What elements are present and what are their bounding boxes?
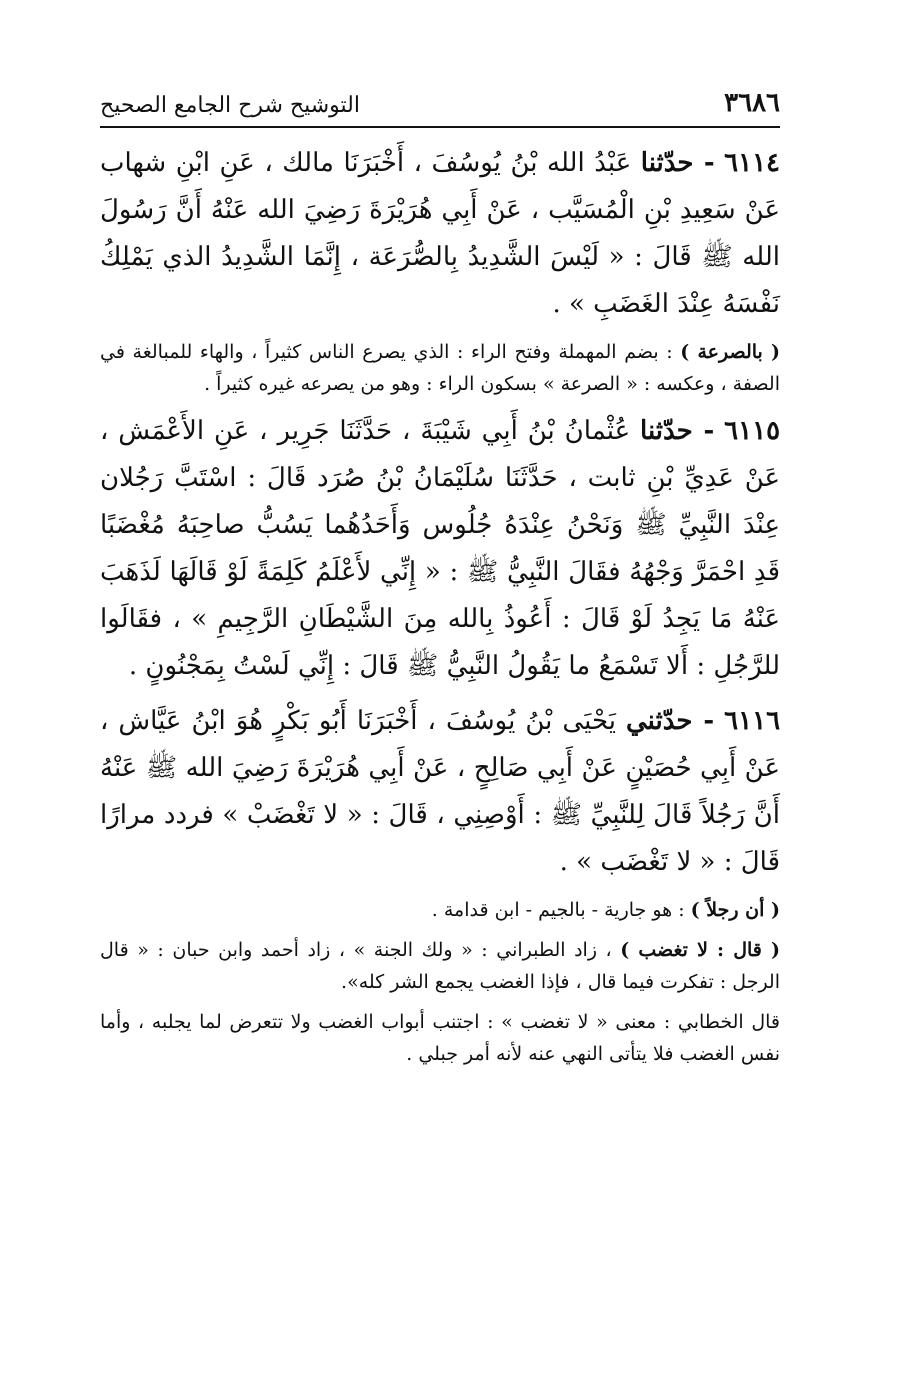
hadith-text: عَبْدُ الله بْنُ يُوسُفَ ، أَخْبَرَنَا مالك ، عَنِ ابْنِ شهاب عَنْ سَعِيدِ بْنِ الْمُسَيَّب ، عَنْ أَبِي هُرَيْرَةَ رَضِيَ الله عَنْهُ أَنَّ رَسُولَ الله ﷺ قَالَ : « لَيْسَ الشَّدِيدُ بِالصُّرَعَة ، إِنَّمَا الشَّدِيدُ الذي يَمْلِكُ نَفْسَهُ عِنْدَ الغَضَبِ » . bbox=[100, 148, 780, 319]
commentary-lemma: ( أن رجلاً ) bbox=[690, 899, 780, 921]
page-header bbox=[100, 78, 780, 118]
hadith-intro: حدّثني bbox=[626, 706, 693, 736]
hadith-6116: ٦١١٦ - حدّثني يَحْيَى بْنُ يُوسُفَ ، أَخْبَرَنَا أَبُو بَكْرٍ هُوَ ابْنُ عَيَّاش ، عَنْ أَبِي حُصَيْنٍ عَنْ أَبِي صَالِحٍ ، عَنْ أَبِي هُرَيْرَةَ رَضِيَ الله ﷺ عَنْهُ أَنَّ رَجُلاً قَالَ لِلنَّبِيِّ ﷺ : أَوْصِنِي ، قَالَ : « لا تَغْضَبْ » فردد مرارًا قَالَ : « لا تَغْضَب » . bbox=[100, 706, 781, 877]
hadith-6115: ٦١١٥ - حدّثنا عُثْمانُ بْنُ أَبِي شَيْبَةَ ، حَدَّثَنَا جَرِير ، عَنِ الأَعْمَش ، عَنْ عَدِيِّ بْنِ ثابت ، حَدَّثَنَا سُلَيْمَانُ بْنُ صُرَد قَالَ : اسْتَبَّ رَجُلان عِنْدَ النَّبِيِّ ﷺ وَنَحْنُ عِنْدَهُ جُلُوس وَأَحَدُهُما يَسُبُّ صاحِبَهُ مُغْضَبًا قَدِ احْمَرَّ وَجْهُهُ فقَالَ النَّبِيُّ ﷺ : « إِنِّي لأَعْلَمُ كَلِمَةً لَوْ قَالَهَا لَذَهَبَ عَنْهُ مَا يَجِدُ لَوْ قَالَ : أَعُوذُ بِالله مِنَ الشَّيْطَانِ الرَّجِيمِ » ، فقَالَوا للرَّجُلِ : أَلا تَسْمَعُ ما يَقُولُ النَّبِيُّ ﷺ قَالَ : إِنِّي لَسْتُ بِمَجْنُونٍ . bbox=[100, 416, 781, 681]
page-body bbox=[100, 140, 780, 1078]
commentary-6116-a bbox=[100, 894, 780, 926]
running-title: التوشيح شرح الجامع الصحيح bbox=[100, 93, 360, 118]
commentary-6116-c bbox=[100, 1006, 780, 1070]
hadith-intro: حدّثنا bbox=[640, 416, 693, 446]
commentary-lemma: ( بالصرعة ) bbox=[680, 341, 781, 363]
hadith-intro: حدّثنا bbox=[640, 148, 694, 178]
commentary-6116-b bbox=[100, 934, 780, 998]
commentary-6114 bbox=[100, 336, 780, 400]
commentary-text: : هو جارية - بالجيم - ابن قدامة . bbox=[431, 899, 685, 921]
commentary-text: : بضم المهملة وفتح الراء : الذي يصرع الناس كثيراً ، والهاء للمبالغة في الصفة ، وعكسه : « الصرعة » بسكون الراء : وهو من يصرعه غيره كثيراً . bbox=[100, 341, 780, 395]
hadith-number: ٦١١٥ bbox=[724, 416, 781, 446]
hadith-6114: ٦١١٤ - حدّثنا عَبْدُ الله بْنُ يُوسُفَ ، أَخْبَرَنَا مالك ، عَنِ ابْنِ شهاب عَنْ سَعِيدِ بْنِ الْمُسَيَّب ، عَنْ أَبِي هُرَيْرَةَ رَضِيَ الله عَنْهُ أَنَّ رَسُولَ الله ﷺ قَالَ : « لَيْسَ الشَّدِيدُ بِالصُّرَعَة ، إِنَّمَا الشَّدِيدُ الذي يَمْلِكُ نَفْسَهُ عِنْدَ الغَضَبِ » . bbox=[100, 148, 780, 319]
commentary-text: قال الخطابي : معنى « لا تغضب » : اجتنب أبواب الغضب ولا تتعرض لما يجلبه ، وأما نفس الغضب فلا يتأتى النهي عنه لأنه أمر جبلي . bbox=[100, 1011, 780, 1065]
hadith-text: عُثْمانُ بْنُ أَبِي شَيْبَةَ ، حَدَّثَنَا جَرِير ، عَنِ الأَعْمَش ، عَنْ عَدِيِّ بْنِ ثابت ، حَدَّثَنَا سُلَيْمَانُ بْنُ صُرَد قَالَ : اسْتَبَّ رَجُلان عِنْدَ النَّبِيِّ ﷺ وَنَحْنُ عِنْدَهُ جُلُوس وَأَحَدُهُما يَسُبُّ صاحِبَهُ مُغْضَبًا قَدِ احْمَرَّ وَجْهُهُ فقَالَ النَّبِيُّ ﷺ : « إِنِّي لأَعْلَمُ كَلِمَةً لَوْ قَالَهَا لَذَهَبَ عَنْهُ مَا يَجِدُ لَوْ قَالَ : أَعُوذُ بِالله مِنَ الشَّيْطَانِ الرَّجِيمِ » ، فقَالَوا للرَّجُلِ : أَلا تَسْمَعُ ما يَقُولُ النَّبِيُّ ﷺ قَالَ : إِنِّي لَسْتُ بِمَجْنُونٍ . bbox=[100, 416, 780, 681]
commentary-text: ، زاد الطبراني : « ولك الجنة » ، زاد أحمد وابن حبان : « قال الرجل : تفكرت فيما قال ، فإذا الغضب يجمع الشر كله». bbox=[100, 939, 780, 993]
page-number: ٣٦٨٦ bbox=[724, 88, 780, 118]
hadith-text: يَحْيَى بْنُ يُوسُفَ ، أَخْبَرَنَا أَبُو بَكْرٍ هُوَ ابْنُ عَيَّاش ، عَنْ أَبِي حُصَيْنٍ عَنْ أَبِي صَالِحٍ ، عَنْ أَبِي هُرَيْرَةَ رَضِيَ الله ﷺ عَنْهُ أَنَّ رَجُلاً قَالَ لِلنَّبِيِّ ﷺ : أَوْصِنِي ، قَالَ : « لا تَغْضَبْ » فردد مرارًا قَالَ : « لا تَغْضَب » . bbox=[100, 706, 780, 877]
hadith-number: ٦١١٦ bbox=[724, 706, 781, 736]
commentary-lemma: ( قال : لا تغضب ) bbox=[620, 939, 780, 961]
hadith-number: ٦١١٤ bbox=[724, 148, 780, 178]
header-rule bbox=[100, 126, 780, 128]
